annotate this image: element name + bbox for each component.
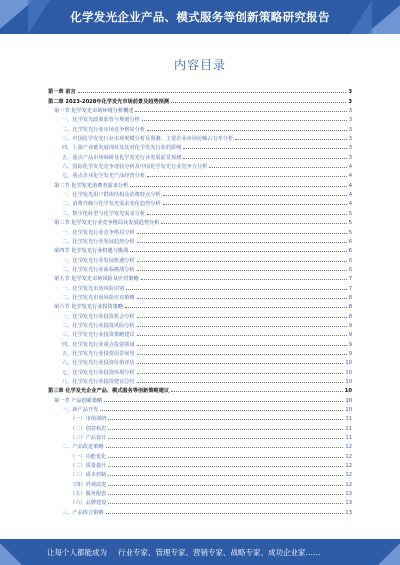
toc-leader-dots: [130, 251, 346, 252]
toc-entry[interactable]: [48, 95, 352, 104]
toc-entry[interactable]: [48, 114, 352, 123]
toc-entry-title: 第一节 化学发光市场环境分析概述: [54, 108, 134, 115]
toc-entry-page: 3: [348, 98, 352, 105]
toc-entry[interactable]: [48, 357, 352, 366]
toc-entry-title: 三、化学发光行业投资策略建议: [62, 332, 135, 339]
toc-entry-page: 12: [345, 481, 352, 488]
toc-entry-title: 第一章 前言: [48, 89, 76, 96]
toc-leader-dots: [183, 148, 346, 149]
toc-entry-page: 3: [348, 126, 352, 133]
toc-entry-page: 12: [345, 472, 352, 479]
toc-entry-page: 6: [348, 238, 352, 245]
toc-entry-page: 10: [345, 369, 352, 376]
toc-entry[interactable]: [48, 236, 352, 245]
toc-entry-title: （二）质量提升: [70, 463, 107, 470]
toc-entry[interactable]: [48, 506, 352, 515]
toc-entry-page: 13: [345, 500, 352, 507]
toc-entry-title: 二、消费升级与化学发光需求变化趋势分析: [62, 201, 161, 208]
footer-decoration: [378, 539, 400, 565]
toc-leader-dots: [137, 354, 347, 355]
toc-leader-dots: [161, 223, 346, 224]
toc-entry[interactable]: [48, 404, 352, 413]
toc-entry-title: 四、化学发光行业重点投资领域: [62, 341, 135, 348]
toc-leader-dots: [108, 475, 343, 476]
toc-entry-title: 一、化学发光行业投资机会分析: [62, 313, 135, 320]
toc-entry[interactable]: [48, 161, 352, 170]
toc-leader-dots: [137, 382, 344, 383]
toc-heading: 内容目录: [173, 58, 226, 72]
toc-entry-page: 8: [348, 294, 352, 301]
footer-banner: [0, 539, 400, 565]
toc-leader-dots: [141, 279, 347, 280]
toc-leader-dots: [108, 466, 343, 467]
toc-entry-title: （五）服务配套: [70, 491, 107, 498]
toc-entry-page: 3: [348, 136, 352, 143]
toc-entry-title: 第二节 化学发光消费者需求分析: [54, 182, 129, 189]
toc-leader-dots: [137, 261, 347, 262]
toc-entry-title: 一、化学发光用户群体结构及消费特点分析: [62, 192, 161, 199]
toc-entry-page: 8: [348, 304, 352, 311]
toc-entry-title: （三）成本控制: [70, 472, 107, 479]
toc-entry-page: 7: [348, 276, 352, 283]
toc-entry[interactable]: [48, 320, 352, 329]
toc-entry[interactable]: [48, 105, 352, 114]
toc-leader-dots: [126, 289, 346, 290]
toc-entry-page: 5: [348, 220, 352, 227]
toc-leader-dots: [108, 457, 343, 458]
toc-leader-dots: [108, 429, 343, 430]
toc-entry-page: 6: [348, 257, 352, 264]
toc-entry-page: 9: [348, 332, 352, 339]
toc-entry-page: 4: [348, 182, 352, 189]
toc-entry-title: 第五节 化学发光市场风险及应对策略: [54, 276, 139, 283]
toc-leader-dots: [235, 139, 346, 140]
toc-entry[interactable]: [48, 142, 352, 151]
toc-entry[interactable]: [48, 348, 352, 357]
toc-entry[interactable]: [48, 376, 352, 385]
toc-entry-page: 13: [345, 491, 352, 498]
toc-leader-dots: [137, 363, 344, 364]
toc-entry-page: 4: [348, 201, 352, 208]
toc-entry-page: 5: [348, 210, 352, 217]
toc-entry[interactable]: [48, 245, 352, 254]
toc-leader-dots: [108, 485, 343, 486]
toc-entry-page: 3: [348, 108, 352, 115]
toc-entry[interactable]: [48, 413, 352, 422]
toc-entry-page: 4: [348, 164, 352, 171]
toc-entry-title: （六）品牌建设: [70, 500, 107, 507]
toc-entry-title: 一、化学发光行业竞争格局分析: [62, 229, 135, 236]
toc-entry-page: 9: [348, 341, 352, 348]
toc-entry-page: 10: [345, 360, 352, 367]
toc-entry[interactable]: [48, 394, 352, 403]
toc-entry-page: 4: [348, 192, 352, 199]
toc-leader-dots: [100, 410, 343, 411]
toc-entry-page: 3: [348, 154, 352, 161]
toc-entry-title: 六、国际化学发光竞争现状分析及中国化学发光行业竞争力分析: [62, 164, 208, 171]
toc-entry[interactable]: [48, 497, 352, 506]
toc-entry-page: 6: [348, 248, 352, 255]
toc-entry-title: （四）外观改进: [70, 481, 107, 488]
toc-entry-page: 11: [345, 435, 352, 442]
toc-leader-dots: [137, 335, 347, 336]
footer-slogan-left: 让每个人都能成为: [47, 548, 107, 557]
toc-entry[interactable]: [48, 292, 352, 301]
toc-entry[interactable]: [48, 441, 352, 450]
toc-leader-dots: [137, 373, 344, 374]
toc-leader-dots: [130, 186, 346, 187]
toc-entry-page: 7: [348, 285, 352, 292]
toc-entry-page: 3: [348, 117, 352, 124]
toc-entry[interactable]: [48, 450, 352, 459]
toc-entry[interactable]: [48, 488, 352, 497]
toc-entry[interactable]: [48, 170, 352, 179]
toc-leader-dots: [137, 345, 347, 346]
toc-leader-dots: [106, 447, 344, 448]
toc-entry[interactable]: [48, 198, 352, 207]
toc-leader-dots: [104, 401, 343, 402]
report-title: 化学发光企业产品、模式服务等创新策略研究报告: [70, 10, 330, 24]
toc-entry[interactable]: [48, 123, 352, 132]
toc-entry[interactable]: [48, 301, 352, 310]
toc-leader-dots: [135, 111, 346, 112]
toc-entry-page: 9: [348, 350, 352, 357]
header-banner: [0, 0, 400, 34]
toc-leader-dots: [147, 176, 347, 177]
toc-entry-page: 4: [348, 173, 352, 180]
toc-entry-title: 二、产品改进策略: [62, 444, 104, 451]
toc-entry-page: 8: [348, 313, 352, 320]
toc-entry[interactable]: [48, 86, 352, 95]
toc-entry-title: （三）产品设计: [70, 435, 107, 442]
toc-entry-page: 10: [345, 397, 352, 404]
toc-entry[interactable]: [48, 254, 352, 263]
toc-leader-dots: [137, 233, 347, 234]
toc-entry-page: 11: [345, 425, 352, 432]
toc-entry-page: 3: [348, 145, 352, 152]
toc-entry[interactable]: [48, 432, 352, 441]
toc-entry-page: 11: [345, 416, 352, 423]
toc-leader-dots: [137, 270, 347, 271]
toc-entry[interactable]: [48, 310, 352, 319]
toc-entry-title: 四、上游产业链发展现状及其对化学发光行业的影响: [62, 145, 182, 152]
toc-entry[interactable]: [48, 217, 352, 226]
toc-entry-title: 一、化学发光市场风险识别: [62, 285, 125, 292]
toc-entry[interactable]: [48, 422, 352, 431]
toc-entry-page: 5: [348, 229, 352, 236]
toc-entry[interactable]: [48, 273, 352, 282]
toc-entry[interactable]: [48, 338, 352, 347]
toc-entry-title: 一、新产品开发: [62, 407, 99, 414]
toc-entry-title: 二、化学发光行业面临挑战分析: [62, 266, 135, 273]
toc-leader-dots: [137, 326, 347, 327]
toc-leader-dots: [163, 195, 347, 196]
toc-entry-title: 五、重点产品市场调研及化学发光行业发展前景预测: [62, 154, 182, 161]
toc-leader-dots: [108, 438, 343, 439]
toc-entry-page: 10: [345, 379, 352, 385]
toc-entry-page: 10: [345, 407, 352, 414]
toc-entry-title: （一）功能优化: [70, 453, 107, 460]
toc-leader-dots: [163, 204, 347, 205]
toc-entry-title: 第六节 化学发光行业投资策略: [54, 304, 124, 311]
toc-entry-title: 二、化学发光行业投资风险分析: [62, 322, 135, 329]
toc-leader-dots: [209, 167, 346, 168]
toc-entry[interactable]: [48, 179, 352, 188]
toc-entry-page: 9: [348, 322, 352, 329]
toc-leader-dots: [183, 158, 346, 159]
toc-leader-dots: [108, 419, 343, 420]
toc-entry-page: 10: [344, 388, 352, 395]
toc-entry[interactable]: [48, 282, 352, 291]
table-of-contents: [48, 86, 352, 516]
toc-entry[interactable]: [48, 151, 352, 160]
toc-entry-title: 三、产品组合策略: [62, 509, 104, 516]
toc-entry-title: 三、中国化学发光行业市场规模分析及预测、主要企业市场份额占有率分析: [62, 136, 234, 143]
toc-leader-dots: [171, 102, 346, 103]
toc-entry-title: 八、化学发光行业投资建议总结: [62, 379, 135, 385]
toc-entry-title: 七、化学发光行业投资环境分析: [62, 369, 135, 376]
toc-leader-dots: [108, 494, 343, 495]
toc-entry-title: 二、化学发光行业市场竞争格局分析: [62, 126, 146, 133]
toc-leader-dots: [171, 391, 343, 392]
toc-leader-dots: [78, 92, 347, 93]
toc-entry-page: 6: [348, 266, 352, 273]
toc-entry-title: 三、数字化转型与化学发光需求分析: [62, 210, 146, 217]
toc-entry-page: 12: [345, 444, 352, 451]
toc-entry[interactable]: [48, 469, 352, 478]
toc-entry-page: 12: [345, 453, 352, 460]
toc-entry[interactable]: [48, 264, 352, 273]
footer-decoration: [0, 539, 22, 565]
footer-slogan-right: 行业专家、管理专家、营销专家、战略专家、成功企业家……: [118, 548, 321, 557]
toc-entry-title: 第四节 化学发光行业机遇与挑战: [54, 248, 129, 255]
toc-entry-title: 二、化学发光市场风险应对策略: [62, 294, 135, 301]
toc-entry-title: 二、化学发光行业发展趋势分析: [62, 238, 135, 245]
toc-entry[interactable]: [48, 329, 352, 338]
toc-entry-title: 第一节 产品创新策略: [54, 397, 103, 404]
toc-leader-dots: [137, 317, 347, 318]
toc-entry-title: （二）创意构思: [70, 425, 107, 432]
toc-entry[interactable]: [48, 460, 352, 469]
toc-entry[interactable]: [48, 133, 352, 142]
toc-leader-dots: [137, 298, 347, 299]
toc-entry-page: 12: [345, 463, 352, 470]
toc-leader-dots: [147, 214, 347, 215]
toc-leader-dots: [108, 503, 343, 504]
toc-leader-dots: [147, 130, 347, 131]
toc-entry[interactable]: [48, 207, 352, 216]
toc-entry-title: 一、化学发光政策监管与规划分析: [62, 117, 140, 124]
toc-entry-page: 13: [345, 509, 352, 516]
toc-entry[interactable]: [48, 189, 352, 198]
toc-leader-dots: [137, 242, 347, 243]
toc-entry[interactable]: [48, 226, 352, 235]
toc-leader-dots: [125, 307, 347, 308]
toc-entry-title: 第三节 化学发光行业竞争格局及发展趋势分析: [54, 220, 160, 227]
toc-entry-title: 五、化学发光行业投资前景展望: [62, 350, 135, 357]
toc-leader-dots: [106, 513, 344, 514]
toc-leader-dots: [142, 120, 347, 121]
toc-entry-title: 第三章 化学发光企业产品、模式服务等创新策略建议: [48, 388, 170, 395]
toc-entry-title: 第二章 2023-2028年化学发光市场前景及趋势预测: [48, 98, 170, 105]
toc-entry-title: 六、化学发光行业投资价值评估: [62, 360, 135, 367]
toc-entry[interactable]: [48, 385, 352, 394]
toc-entry-title: 七、重点企业化学发光产品经营分析: [62, 173, 146, 180]
toc-entry[interactable]: [48, 478, 352, 487]
toc-entry-title: 一、化学发光行业发展机遇分析: [62, 257, 135, 264]
toc-entry-page: 3: [348, 89, 352, 96]
toc-entry[interactable]: [48, 366, 352, 375]
toc-entry-title: （一）市场调研: [70, 416, 107, 423]
